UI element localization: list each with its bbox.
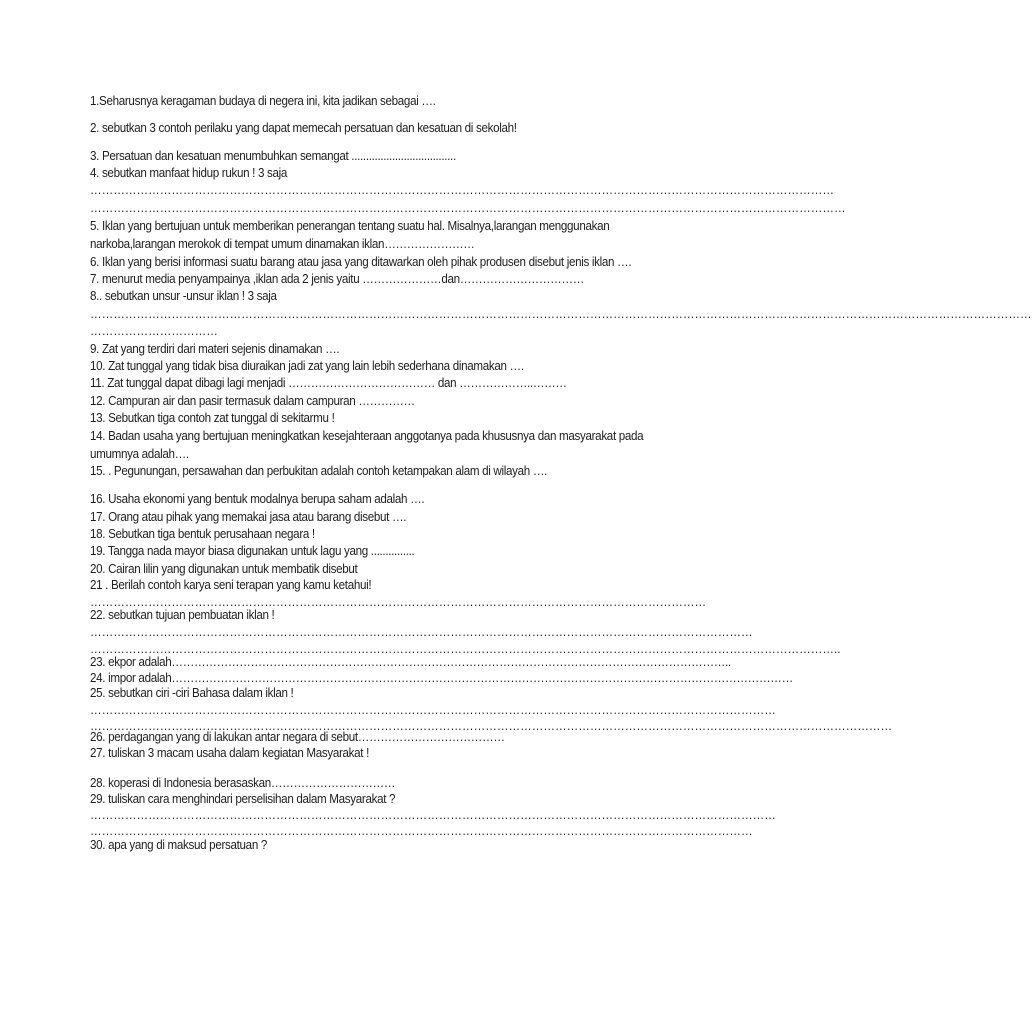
question-17: 17. Orang atau pihak yang memakai jasa atau barang disebut …. [90,510,407,524]
answer-line: …………………………………………………………………………………………………………………………………………………………………………… [90,201,846,215]
answer-line: ……………………………………………………………………………………………………………………………………………………………………………………………………………………… [90,307,1032,321]
question-22: 22. sebutkan tujuan pembuatan iklan ! [90,608,275,622]
question-15: 15. . Pegunungan, persawahan dan perbukitan adalah contoh ketampakan alam di wilayah …. [90,464,548,478]
question-9: 9. Zat yang terdiri dari materi sejenis dinamakan …. [90,342,340,356]
question-5: 5. Iklan yang bertujuan untuk memberikan penerangan tentang suatu hal. Misalnya,larangan menggunakan [90,219,610,233]
question-26: 26. perdagangan yang di lakukan antar negara di sebut………………………………… [90,730,505,744]
question-14: 14. Badan usaha yang bertujuan meningkatkan kesejahteraan anggotanya pada khususnya dan masyarakat pada [90,429,644,443]
question-21: 21 . Berilah contoh karya seni terapan yang kamu ketahui! [90,578,372,592]
question-11: 11. Zat tunggal dapat dibagi lagi menjadi ………………………………… dan ………………..……… [90,376,567,390]
answer-line: …………………………………………………………………………………………………………………………………………………………… [90,808,776,822]
question-28: 28. koperasi di Indonesia berasaskan…………………………… [90,776,396,790]
question-10: 10. Zat tunggal yang tidak bisa diuraikan jadi zat yang lain lebih sederhana dinamakan …. [90,359,524,373]
question-12: 12. Campuran air dan pasir termasuk dalam campuran …………… [90,394,415,408]
answer-line: ……………………………………………………………………………………………………………………………………………………… [90,824,753,838]
question-19: 19. Tangga nada mayor biasa digunakan untuk lagu yang ............... [90,544,415,558]
question-30: 30. apa yang di maksud persatuan ? [90,838,268,852]
question-2: 2. sebutkan 3 contoh perilaku yang dapat memecah persatuan dan kesatuan di sekolah! [90,121,517,135]
question-6: 6. Iklan yang berisi informasi suatu barang atau jasa yang ditawarkan oleh pihak produsen disebut jenis iklan …. [90,255,632,269]
question-3: 3. Persatuan dan kesatuan menumbuhkan semangat .................................... [90,149,456,163]
question-27: 27. tuliskan 3 macam usaha dalam kegiatan Masyarakat ! [90,746,370,760]
question-29: 29. tuliskan cara menghindari perselisihan dalam Masyarakat ? [90,792,396,806]
question-24: 24. impor adalah………………………………………………………………………………………………………………………………………………… [90,671,793,685]
question-25: 25. sebutkan ciri -ciri Bahasa dalam iklan ! [90,686,294,700]
question-18: 18. Sebutkan tiga bentuk perusahaan negara ! [90,527,315,541]
answer-line: …………………………………………………………………………………………………………………………………………… [90,595,707,609]
answer-line: …………………………… [90,324,218,338]
question-14-cont: umumnya adalah…. [90,447,189,461]
question-4: 4. sebutkan manfaat hidup rukun ! 3 saja [90,166,288,180]
answer-line: ……………………………………………………………………………………………………………………………………………………… [90,625,753,639]
question-16: 16. Usaha ekonomi yang bentuk modalnya berupa saham adalah …. [90,492,425,506]
answer-line: ………………………………………………………………………………………………………………………………………………………………………….. [90,642,841,656]
question-7: 7. menurut media penyampainya ,iklan ada 2 jenis yaitu …………………dan…………………………… [90,272,585,286]
question-8: 8.. sebutkan unsur -unsur iklan ! 3 saja [90,289,277,303]
question-5-cont: narkoba,larangan merokok di tempat umum dinamakan iklan…………………… [90,237,475,251]
answer-line: ……………………………………………………………………………………………………………………………………………………………………………………… [90,719,893,733]
question-1: 1.Seharusnya keragaman budaya di negera ini, kita jadikan sebagai …. [90,94,436,108]
answer-line: …………………………………………………………………………………………………………………………………………………………… [90,703,776,717]
question-20: 20. Cairan lilin yang digunakan untuk membatik disebut [90,562,358,576]
question-13: 13. Sebutkan tiga contoh zat tunggal di sekitarmu ! [90,411,335,425]
question-23: 23. ekpor adalah………………………………………………………………………………………………………………………………….. [90,655,731,669]
answer-line: ………………………………………………………………………………………………………………………………………………………………………… [90,183,834,197]
